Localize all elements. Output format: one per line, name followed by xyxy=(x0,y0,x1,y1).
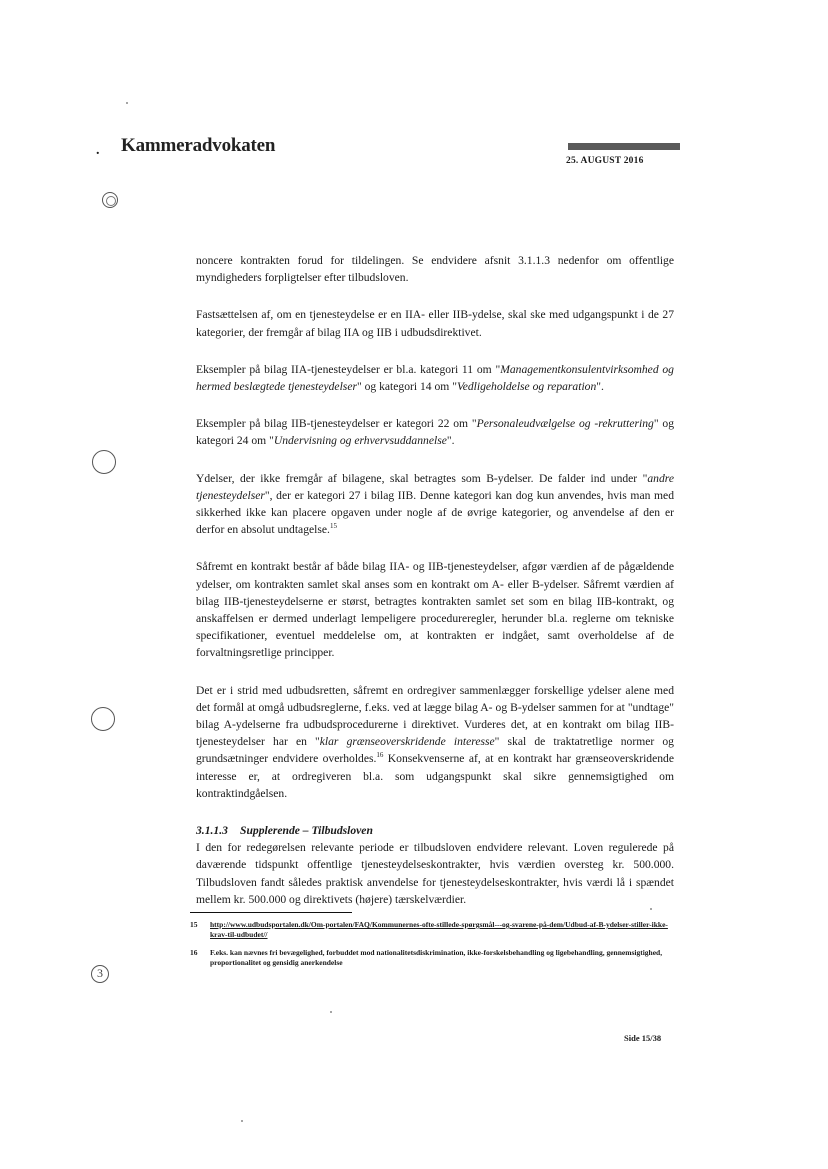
paragraph-text: Såfremt en kontrakt består af både bilag IIA- og IIB-tjenesteydelser, afgør værdien af de pågældende ydelser, om kontrakten samlet skal anses som en kontrakt om A- eller B-ydelser. Såfremt værdien af bilag IIB-tjenesteydelserne er størst, betragtes kontrakten samlet set som en bilag IIB-kontrakt, og anskaffelsen er dermed underlagt lempeligere procedureregler, herunder bl.a. reglerne om tekniske specifikationer, eventuel meddelelse om, at kontrakten er indgået, samt overholdelse af de forvaltningsretlige principper. xyxy=(196,560,674,660)
paragraph xyxy=(196,470,674,539)
quoted-term: Vedligeholdelse og reparation xyxy=(456,380,597,394)
paragraph-text: ", der er kategori 27 i bilag IIB. Denne kategori kan dog kun anvendes, hvis man med sikkerhed ikke kan placere opgaven under nogle af de øvrige kategorier, og anvendelse af den er derfor en absolut undtagelse. xyxy=(196,488,674,537)
footnote-ref[interactable]: 16 xyxy=(376,751,384,760)
paragraph-text: I den for redegørelsen relevante periode er tilbudsloven endvidere relevant. Loven regulerede på daværende tidspunkt offentlige tjenesteydelseskontrakter, hvis værdien oversteg kr. 500.000. Tilbudsloven fandt således praktisk anvendelse for tjenesteydelseskontrakter, hvis værdi lå i spændet mellem kr. 500.000 og direktivets (højere) tærskelværdier. xyxy=(196,841,674,906)
header-bullet: . xyxy=(96,143,100,158)
paragraph-text: " og kategori 24 om " xyxy=(196,417,675,448)
footnote xyxy=(190,948,680,968)
document-body xyxy=(196,252,674,908)
section-title: Supplerende – Tilbudsloven xyxy=(240,824,373,838)
scan-speck xyxy=(330,1011,332,1013)
redaction-bar xyxy=(568,143,680,150)
section-heading xyxy=(196,822,674,839)
paragraph xyxy=(196,415,674,449)
scan-speck xyxy=(650,908,652,910)
paragraph-text: ". xyxy=(446,434,455,448)
footnote-number: 15 xyxy=(190,920,198,929)
paragraph xyxy=(196,361,674,395)
footnote-separator xyxy=(190,912,352,913)
paragraph xyxy=(196,839,674,908)
footnote-text: F.eks. kan nævnes fri bevægelighed, forbuddet mod nationalitetsdiskrimination, ikke-forskelsbehandling og ligebehandling, gennemsigtighed, proportionalitet og gensidig anerkendelse xyxy=(210,948,663,967)
footnote-ref[interactable]: 15 xyxy=(329,522,337,531)
scan-speck xyxy=(241,1120,243,1122)
quoted-term: Undervisning og erhvervsuddannelse xyxy=(273,434,447,448)
footnote-link[interactable]: http://www.udbudsportalen.dk/Om-portalen/FAQ/Kommunernes-ofte-stillede-spørgsmål---og-svarene-på-dem/Udbud-af-B-ydelser-stiller-ikke-krav-til-udbudet// xyxy=(210,920,668,939)
paragraph-text: noncere kontrakten forud for tildelingen. Se endvidere afsnit 3.1.1.3 nedenfor om offentlige myndigheders forpligtelser efter tilbudsloven. xyxy=(196,254,674,285)
punch-hole-lower xyxy=(91,707,115,731)
paragraph xyxy=(196,682,674,802)
paragraph-text: Eksempler på bilag IIB-tjenesteydelser er kategori 22 om " xyxy=(196,417,477,431)
paragraph-text: " og kategori 14 om " xyxy=(356,380,457,394)
quoted-term: Personaleudvælgelse og -rekruttering xyxy=(476,417,654,431)
paragraph-text: ". xyxy=(596,380,604,394)
section-number: 3.1.1.3 xyxy=(196,824,228,838)
punch-hole-bottom: 3 xyxy=(91,965,109,983)
quoted-term: Managementkonsulentvirksomhed og hermed beslægtede tjenesteydelser xyxy=(196,362,674,394)
paragraph-text: Konsekvenserne af, at en kontrakt har grænseoverskridende interesse er, at ordregiveren bl.a. som udgangspunkt skal sikre gennemsigtighed om kontraktindgåelsen. xyxy=(196,752,674,800)
paragraph-text: Ydelser, der ikke fremgår af bilagene, skal betragtes som B-ydelser. De falder ind under " xyxy=(196,471,648,485)
logo-text: Kammeradvokaten xyxy=(121,135,276,156)
document-date: 25. AUGUST 2016 xyxy=(566,156,644,166)
paragraph-text: Fastsættelsen af, om en tjenesteydelse er en IIA- eller IIB-ydelse, skal ske med udgangspunkt i de 27 kategorier, der fremgår af bilag IIA og IIB i udbudsdirektivet. xyxy=(196,308,674,339)
quoted-term: andre tjenesteydelser xyxy=(196,471,674,502)
paragraph xyxy=(196,558,674,661)
paragraph-text: " skal de traktatretlige normer og grundsætninger endvidere overholdes. xyxy=(196,735,674,766)
scan-speck xyxy=(126,102,128,104)
paragraph xyxy=(196,306,674,340)
paragraph-text: Eksempler på bilag IIA-tjenesteydelser er bl.a. kategori 11 om " xyxy=(196,362,501,376)
quoted-term: klar grænseoverskridende interesse xyxy=(319,735,495,749)
paragraph-text: Det er i strid med udbudsretten, såfremt en ordregiver sammenlægger forskellige ydelser alene med det formål at omgå udbudsreglerne, f.eks. ved at lægge bilag A- og B-ydelser sammen for at "undtage" bilag A-ydelserne fra udbudsprocedurerne i direktivet. Vurderes det, at en kontrakt om bilag IIB-tjenesteydelser har en " xyxy=(196,683,674,749)
punch-hole-top xyxy=(102,192,118,208)
punch-hole-upper xyxy=(92,450,116,474)
page-number: Side 15/38 xyxy=(624,1033,662,1043)
footnote xyxy=(190,920,680,940)
footnote-number: 16 xyxy=(190,948,198,957)
paragraph xyxy=(196,252,674,286)
